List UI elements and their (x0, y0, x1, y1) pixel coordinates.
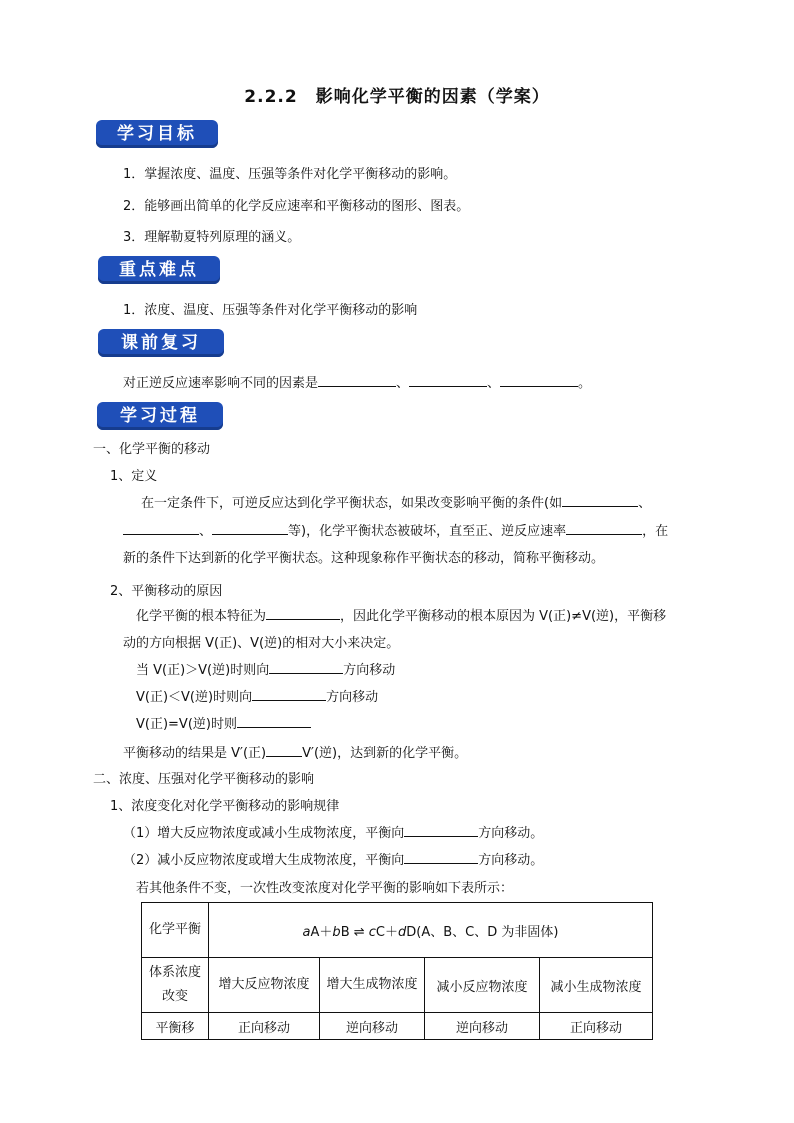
goal-item: 2．能够画出简单的化学反应速率和平衡移动的图形、图表。 (123, 199, 470, 214)
equation-cell: aA＋bB ⇌ cC＋dD(A、B、C、D 为非固体) (209, 903, 653, 958)
answer-blank[interactable] (252, 687, 326, 701)
review-line: 对正逆反应速率影响不同的因素是 、 、 。 (123, 372, 591, 391)
answer-blank[interactable] (404, 850, 478, 864)
result-line: 平衡移动的结果是 V′(正) V′(逆)，达到新的化学平衡。 (123, 742, 467, 761)
answer-blank[interactable] (212, 521, 288, 535)
keypoint-item: 1．浓度、温度、压强等条件对化学平衡移动的影响 (123, 303, 418, 318)
answer-blank[interactable] (409, 373, 487, 387)
definition-line: 在一定条件下，可逆反应达到化学平衡状态，如果改变影响平衡的条件(如 、 (141, 492, 651, 511)
answer-blank[interactable] (404, 823, 478, 837)
case-line: V(正)=V(逆)时则 (136, 713, 311, 732)
answer-blank[interactable] (266, 743, 302, 757)
table-cell: 体系浓度改变 (142, 958, 209, 1013)
answer-blank[interactable] (269, 660, 343, 674)
answer-blank[interactable] (266, 606, 340, 620)
section-heading: 二、浓度、压强对化学平衡移动的影响 (93, 772, 315, 787)
definition-line: 新的条件下达到新的化学平衡状态。这种现象称作平衡状态的移动，简称平衡移动。 (123, 551, 605, 566)
answer-blank[interactable] (566, 521, 642, 535)
definition-line: 、 等)，化学平衡状态被破坏，直至正、逆反应速率 ，在 (123, 520, 668, 539)
cause-line: 动的方向根据 V(正)、V(逆)的相对大小来决定。 (123, 636, 400, 651)
case-line: V(正)＜V(逆)时则向 方向移动 (136, 686, 378, 705)
rule-line: （2）减小反应物浓度或增大生成物浓度，平衡向 方向移动。 (123, 849, 543, 868)
table-cell: 逆向移动 (320, 1013, 425, 1040)
answer-blank[interactable] (562, 493, 638, 507)
table-cell: 减小反应物浓度 (425, 958, 540, 1013)
table-intro: 若其他条件不变，一次性改变浓度对化学平衡的影响如下表所示： (136, 881, 514, 896)
answer-blank[interactable] (318, 373, 396, 387)
goal-item: 3．理解勒夏特列原理的涵义。 (123, 230, 301, 245)
table-row (142, 1013, 653, 1040)
section-heading: 一、化学平衡的移动 (93, 442, 211, 457)
keypoints-badge: 重点难点 (98, 256, 220, 284)
answer-blank[interactable] (237, 714, 311, 728)
sub-heading: 2、平衡移动的原因 (110, 584, 223, 599)
process-badge: 学习过程 (97, 402, 223, 430)
case-line: 当 V(正)＞V(逆)时则向 方向移动 (136, 659, 395, 678)
table-cell: 增大生成物浓度 (320, 958, 425, 1013)
table-cell: 逆向移动 (425, 1013, 540, 1040)
sub-heading: 1、定义 (110, 469, 158, 484)
table-row (142, 958, 653, 1013)
table-cell: 正向移动 (209, 1013, 320, 1040)
answer-blank[interactable] (123, 521, 199, 535)
table-row (142, 903, 653, 958)
concentration-table (141, 902, 653, 1040)
rule-line: （1）增大反应物浓度或减小生成物浓度，平衡向 方向移动。 (123, 822, 543, 841)
answer-blank[interactable] (500, 373, 578, 387)
page-title: 2.2.2 影响化学平衡的因素（学案） (244, 87, 550, 107)
cause-line: 化学平衡的根本特征为 ，因此化学平衡移动的根本原因为 V(正)≠V(逆)，平衡移 (136, 605, 666, 624)
table-cell: 正向移动 (540, 1013, 653, 1040)
table-cell: 增大反应物浓度 (209, 958, 320, 1013)
review-badge: 课前复习 (98, 329, 224, 357)
table-cell: 化学平衡 (142, 903, 209, 958)
table-cell: 减小生成物浓度 (540, 958, 653, 1013)
goal-item: 1．掌握浓度、温度、压强等条件对化学平衡移动的影响。 (123, 167, 457, 182)
goals-badge: 学习目标 (96, 120, 218, 148)
sub-heading: 1、浓度变化对化学平衡移动的影响规律 (110, 799, 340, 814)
table-cell: 平衡移 (142, 1013, 209, 1040)
